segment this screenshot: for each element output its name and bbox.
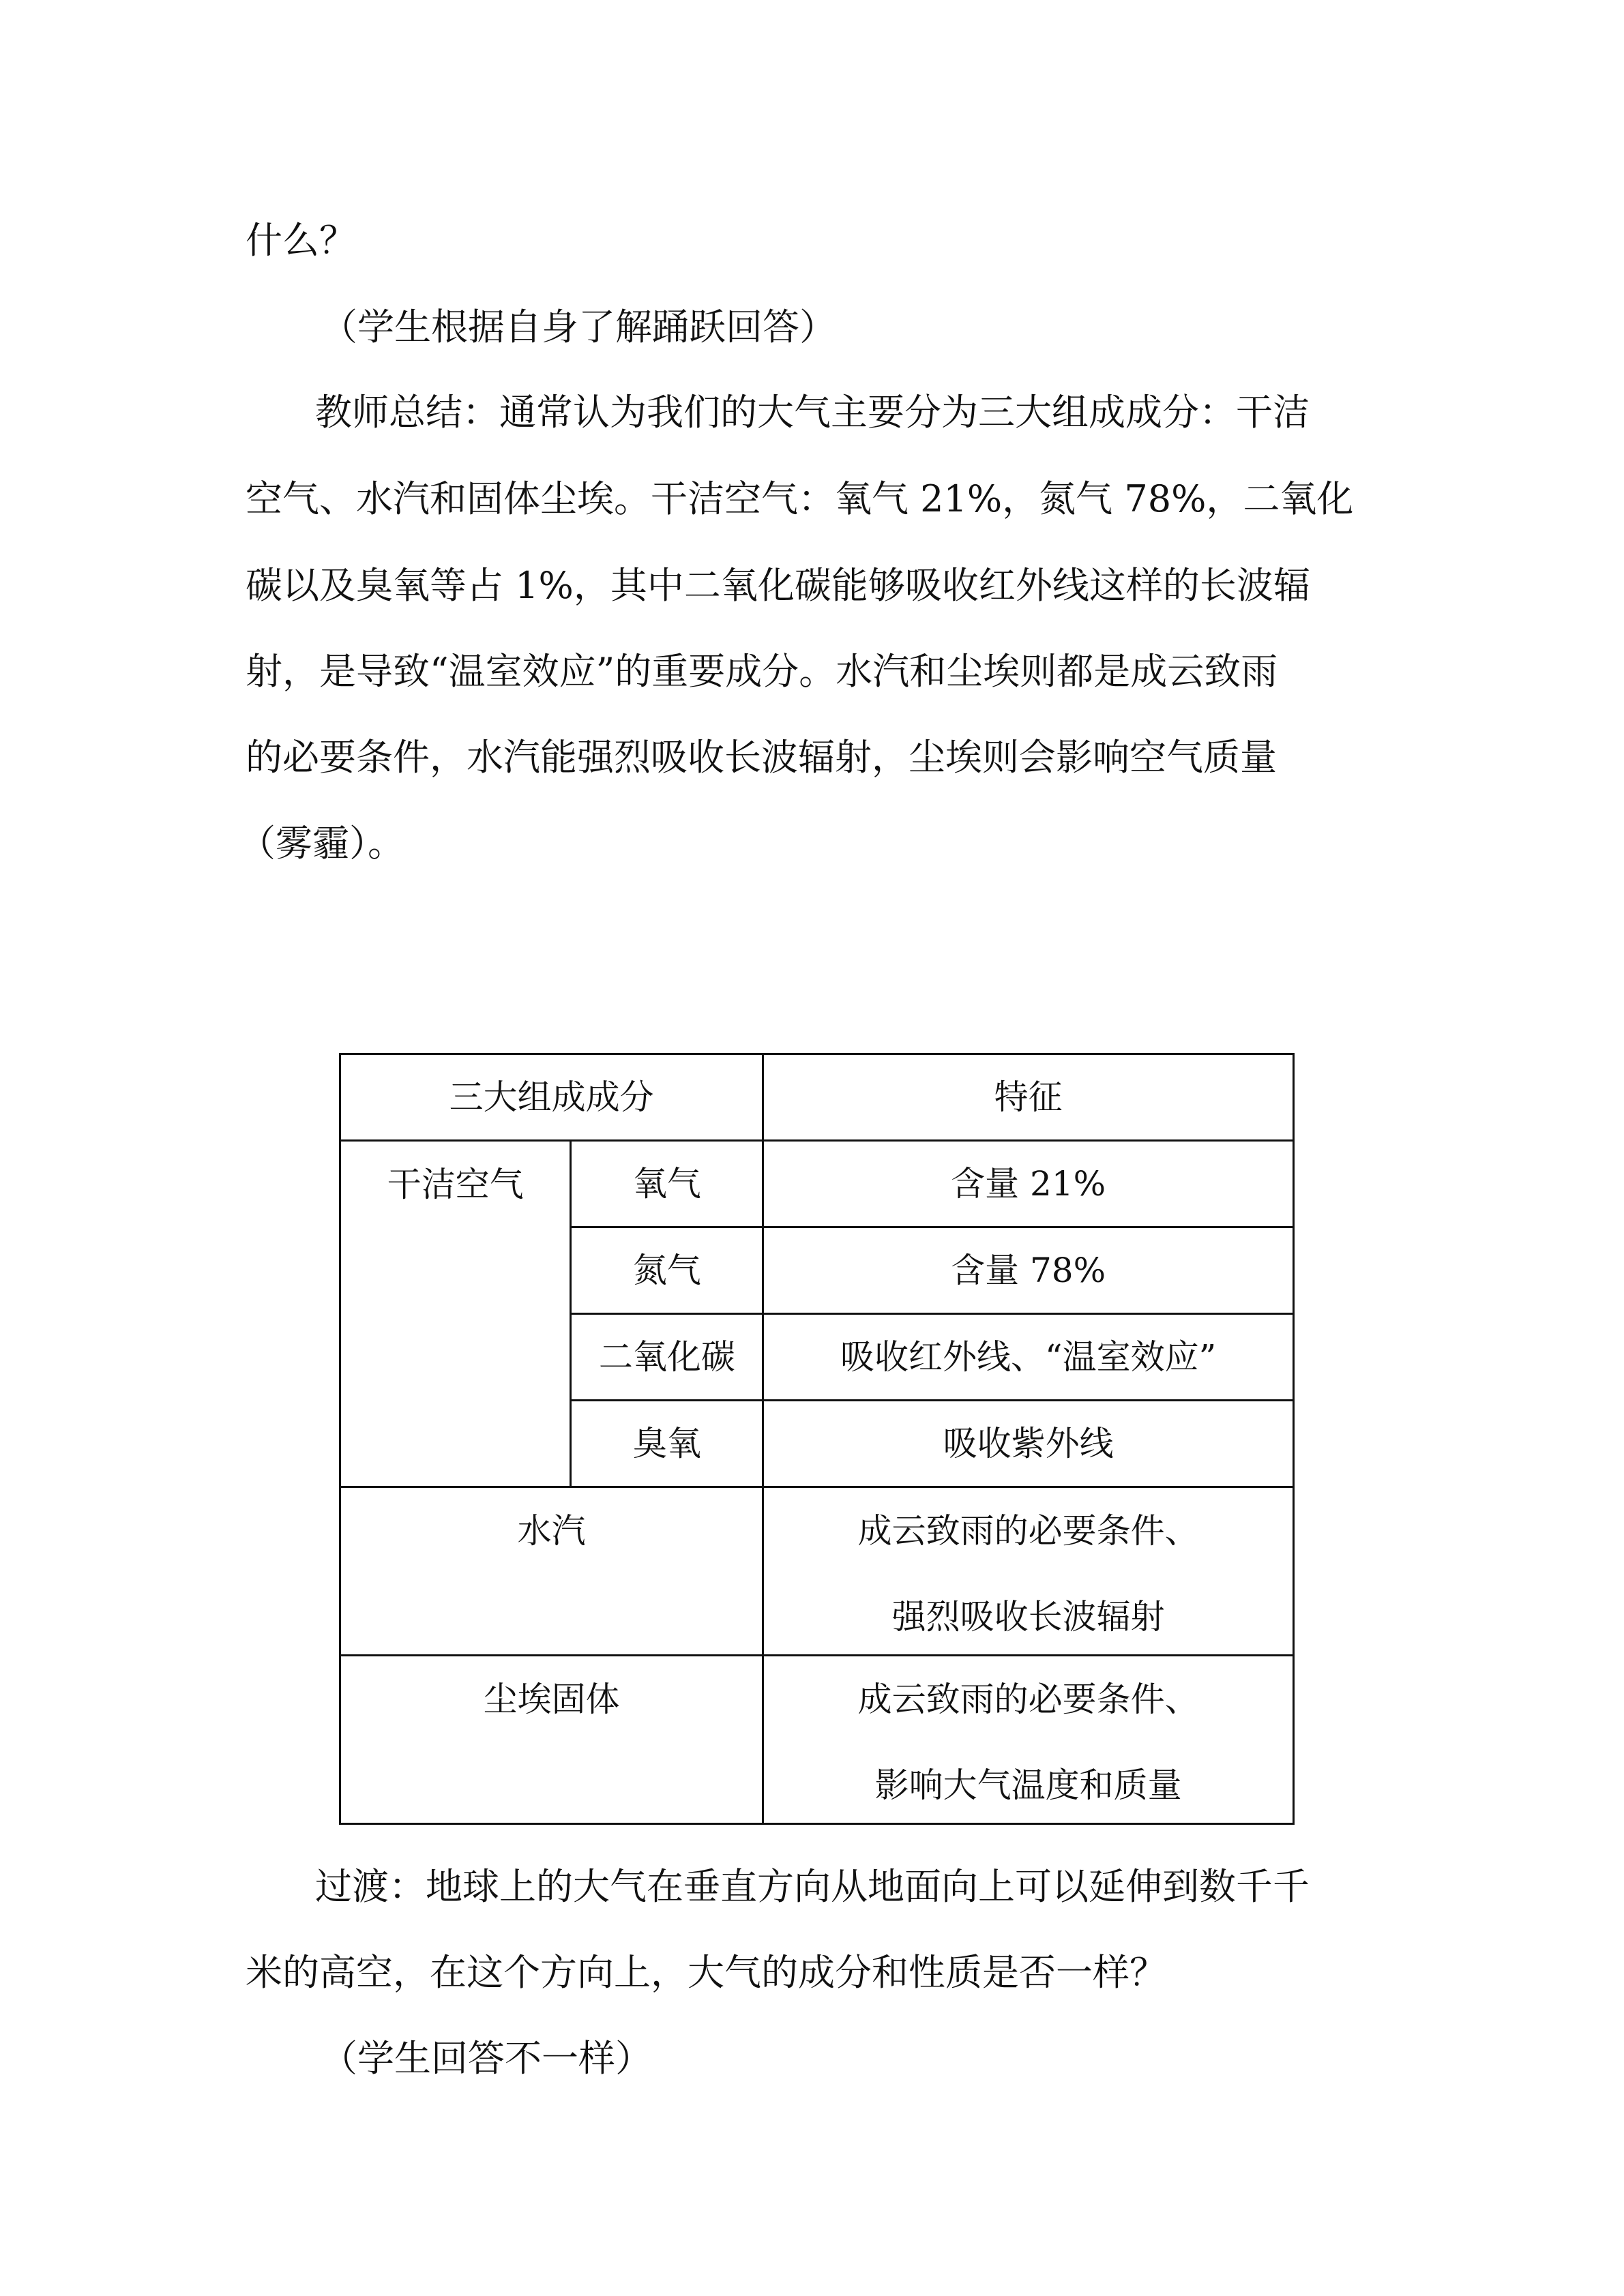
student-response-note: （学生根据自身了解踊跃回答） [321, 305, 836, 348]
dry-air-cell [340, 1141, 571, 1487]
oxygen-feature-cell: 含量 21% [763, 1141, 1294, 1227]
dust-cell [340, 1656, 763, 1824]
feature-line: 影响大气温度和质量 [874, 1765, 1182, 1805]
co2-feature-cell: 吸收红外线、“温室效应” [763, 1314, 1294, 1401]
water-vapor-feature [764, 1488, 1293, 1654]
water-vapor-feature-cell [763, 1487, 1294, 1656]
teacher-summary-line: 空气、水汽和固体尘埃。干洁空气：氧气 21%，氮气 78%，二氧化 [246, 477, 1354, 520]
transition-line: 过渡：地球上的大气在垂直方向从地面向上可以延伸到数千千 [315, 1865, 1310, 1908]
teacher-summary-line: （雾霾）。 [239, 822, 404, 865]
header-component-cell: 三大组成成分 [340, 1054, 763, 1141]
nitrogen-feature-cell: 含量 78% [763, 1227, 1294, 1314]
teacher-summary-line: 的必要条件，水汽能强烈吸收长波辐射，尘埃则会影响空气质量 [246, 736, 1277, 779]
nitrogen-cell: 氮气 [571, 1227, 763, 1314]
table-header-row [340, 1054, 1294, 1141]
dry-air-label: 干洁空气 [387, 1165, 524, 1204]
dust-feature [764, 1656, 1293, 1823]
dust-feature-cell [763, 1656, 1294, 1824]
oxygen-cell: 氧气 [571, 1141, 763, 1227]
ozone-cell: 臭氧 [571, 1401, 763, 1487]
dust-label: 尘埃固体 [483, 1680, 620, 1719]
teacher-summary-line: 射，是导致“温室效应”的重要成分。水汽和尘埃则都是成云致雨 [246, 650, 1278, 693]
water-vapor-cell [340, 1487, 763, 1656]
teacher-summary-line: 教师总结：通常认为我们的大气主要分为三大组成成分：干洁 [315, 391, 1310, 434]
table-row [340, 1141, 1294, 1227]
co2-cell: 二氧化碳 [571, 1314, 763, 1401]
ozone-feature-cell: 吸收紫外线 [763, 1401, 1294, 1487]
table-row [340, 1656, 1294, 1824]
paragraph-line: 什么？ [246, 219, 356, 262]
teacher-summary-line: 碳以及臭氧等占 1%，其中二氧化碳能够吸收红外线这样的长波辐 [246, 564, 1310, 607]
transition-line: 米的高空，在这个方向上，大气的成分和性质是否一样？ [246, 1951, 1166, 1994]
header-feature-cell: 特征 [763, 1054, 1294, 1141]
water-vapor-label: 水汽 [517, 1511, 586, 1551]
atmosphere-composition-table [339, 1053, 1295, 1825]
feature-line: 强烈吸收长波辐射 [891, 1597, 1165, 1637]
table-row [340, 1487, 1294, 1656]
feature-line: 成云致雨的必要条件、 [857, 1680, 1199, 1719]
feature-line: 成云致雨的必要条件、 [857, 1511, 1199, 1551]
student-response-note: （学生回答不一样） [321, 2037, 652, 2080]
